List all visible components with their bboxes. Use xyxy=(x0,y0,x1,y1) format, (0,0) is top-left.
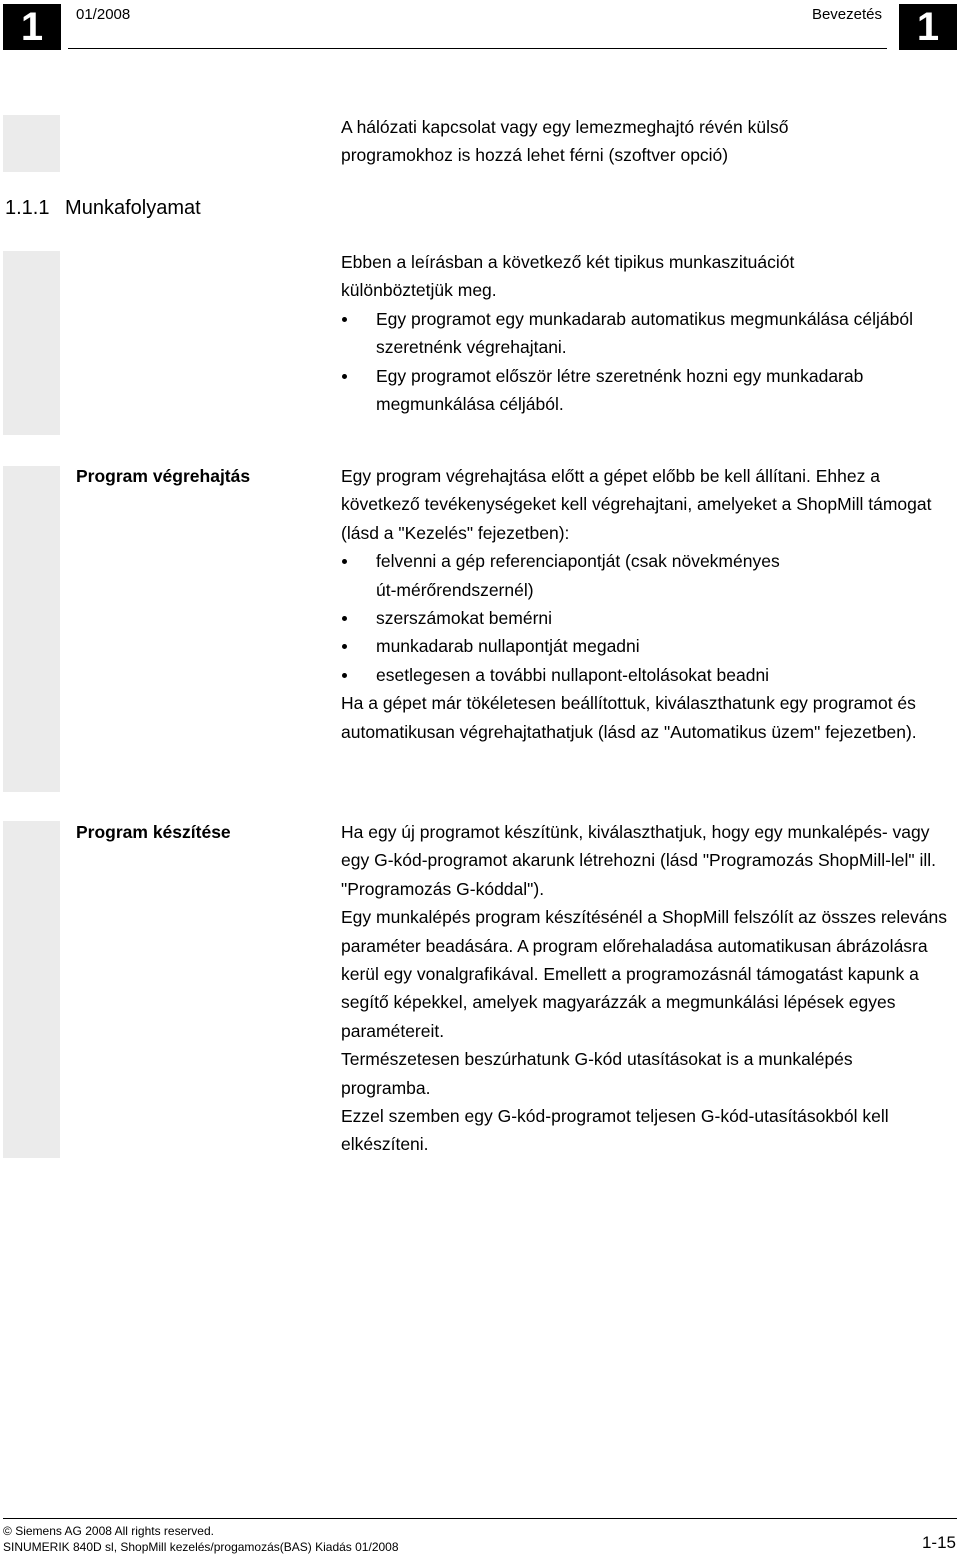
program-creation-paragraph: Ha egy új programot készítünk, kiválaszthatjuk, hogy egy munkalépés- vagy egy G-kód-programot akarunk létrehozni (lásd "Programozás ShopMill-lel" ill. "Programozás G-kóddal"). xyxy=(341,822,937,899)
list-item: Egy programot egy munkadarab automatikus megmunkálása céljából szeretnénk végrehajtani. xyxy=(341,305,926,362)
program-execution-heading: Program végrehajtás xyxy=(76,466,251,486)
margin-block xyxy=(3,466,60,792)
workflow-block xyxy=(341,248,941,418)
margin-block xyxy=(3,251,60,435)
program-creation-heading: Program készítése xyxy=(76,822,231,842)
chapter-number-left: 1 xyxy=(3,4,61,50)
chapter-number-right: 1 xyxy=(899,4,957,50)
header-date: 01/2008 xyxy=(76,6,131,23)
footer-rule xyxy=(3,1518,957,1519)
margin-block xyxy=(3,821,60,1158)
header-section-title: Bevezetés xyxy=(811,6,882,23)
program-execution-block xyxy=(341,462,951,746)
section-number: 1.1.1 xyxy=(5,197,50,219)
footer-page-number: 1-15 xyxy=(921,1533,956,1552)
list-item: szerszámokat bemérni xyxy=(341,604,951,632)
program-execution-intro: Egy program végrehajtása előtt a gépet előbb be kell állítani. Ehhez a következő tevékenységeket kell végrehajtani, amelyeket a ShopMill támogat (lásd a "Kezelés" fejezetben): xyxy=(341,466,932,543)
program-creation-paragraph: Egy munkalépés program készítésénél a ShopMill felszólít az összes releváns paraméter beadására. A program előrehaladása automatikusan ábrázolásra kerül egy vonalgrafikával. Emellett a programozásnál támogatást kapunk a segítő képekkel, amelyek magyarázzák a megmunkálási lépések egyes paramétereit. xyxy=(341,907,947,1041)
section-title: Munkafolyamat xyxy=(65,197,201,219)
workflow-bullet-list xyxy=(341,305,941,419)
intro-paragraph: A hálózati kapcsolat vagy egy lemezmeghajtó révén külső programokhoz is hozzá lehet férni (szoftver opció) xyxy=(341,117,789,166)
program-execution-outro: Ha a gépet már tökéletesen beállítottuk, kiválaszthatunk egy programot és automatikusan végrehajtathatjuk (lásd az "Automatikus üzem" fejezetben). xyxy=(341,693,917,742)
program-creation-paragraph: Természetesen beszúrhatunk G-kód utasításokat is a munkalépés programba. xyxy=(341,1049,853,1098)
copyright-icon: © xyxy=(3,1524,12,1538)
program-creation-paragraph: Ezzel szemben egy G-kód-programot teljesen G-kód-utasításokból kell elkészíteni. xyxy=(341,1106,889,1155)
footer-copyright xyxy=(3,1524,214,1539)
footer-document-title: SINUMERIK 840D sl, ShopMill kezelés/progamozás(BAS) Kiadás 01/2008 xyxy=(3,1540,399,1554)
list-item: munkadarab nullapontját megadni xyxy=(341,632,951,660)
footer-copyright-text: Siemens AG 2008 All rights reserved. xyxy=(15,1524,214,1538)
section-heading xyxy=(5,194,201,222)
program-creation-block xyxy=(341,818,957,1159)
list-item: esetlegesen a további nullapont-eltolásokat beadni xyxy=(341,661,951,689)
workflow-intro: Ebben a leírásban a következő két tipikus munkaszituációt különböztetjük meg. xyxy=(341,252,795,301)
list-item: felvenni a gép referenciapontját (csak növekményes út-mérőrendszernél) xyxy=(341,547,796,604)
program-execution-bullet-list xyxy=(341,547,951,689)
list-item: Egy programot először létre szeretnénk hozni egy munkadarab megmunkálása céljából. xyxy=(341,362,936,419)
header-rule xyxy=(68,48,887,49)
margin-block xyxy=(3,115,60,172)
